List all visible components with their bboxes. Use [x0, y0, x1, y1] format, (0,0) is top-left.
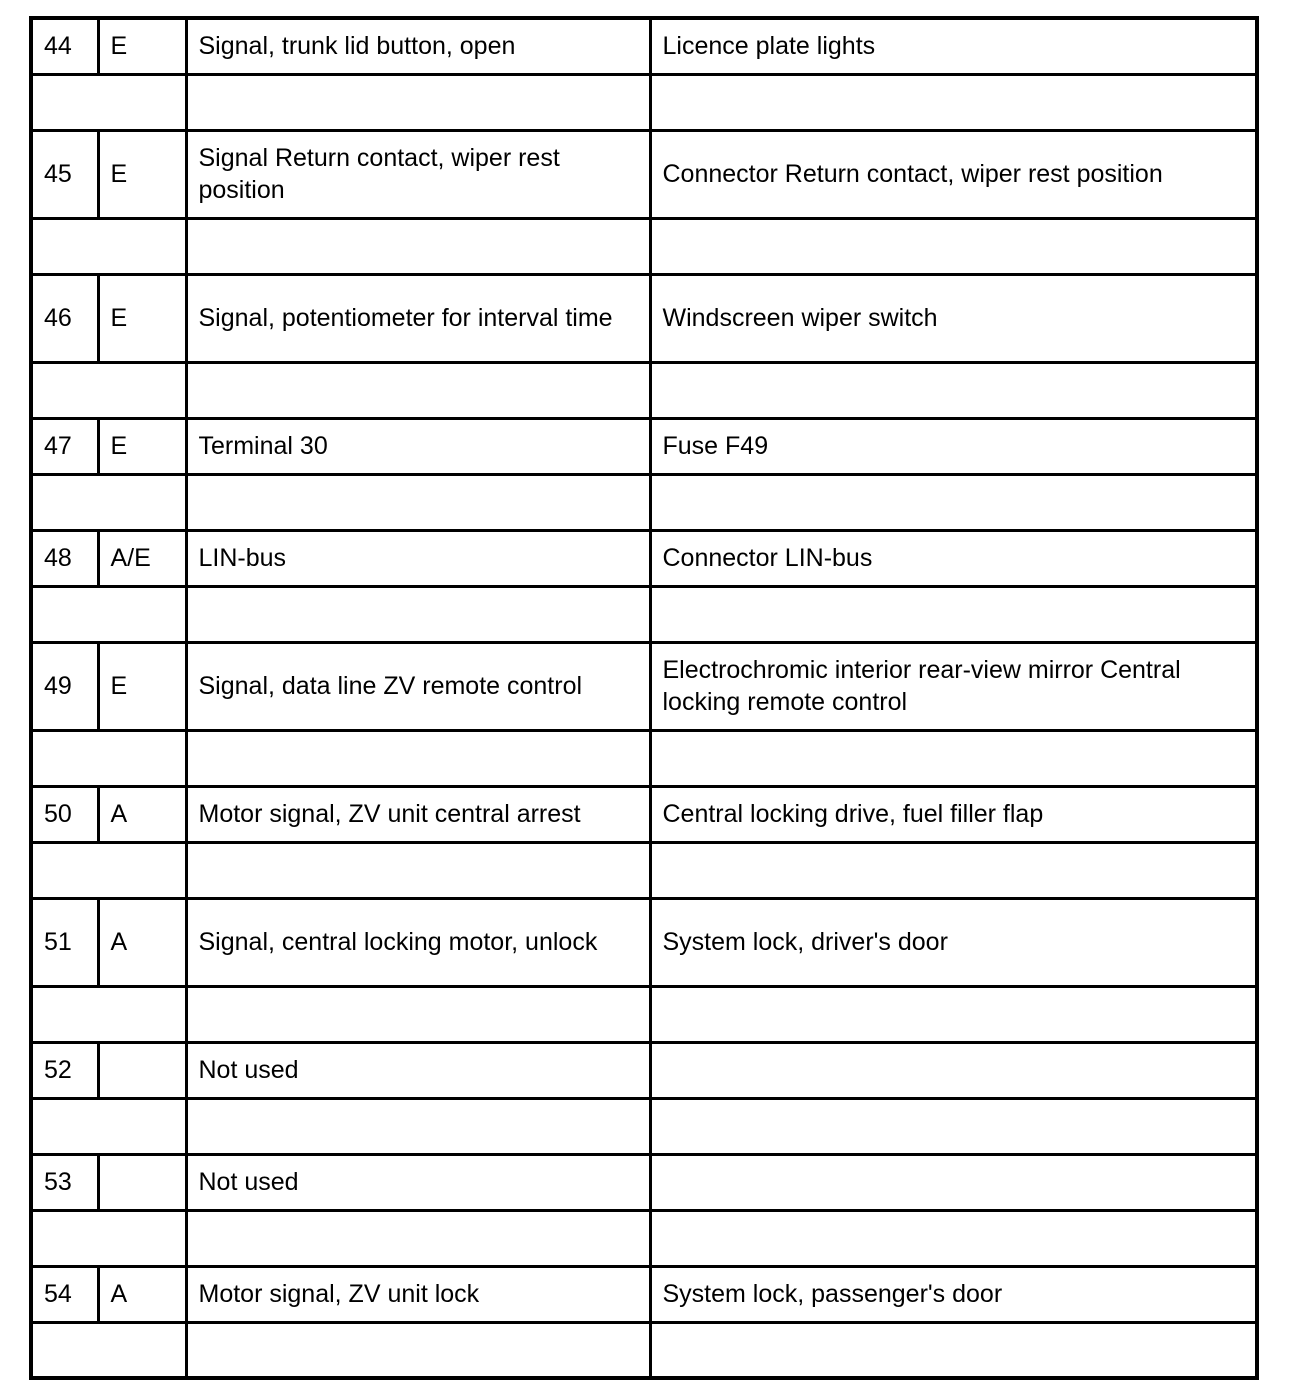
connection-cell: Licence plate lights [650, 18, 1257, 74]
spacer-row [31, 986, 1257, 1042]
table-row [31, 1042, 1257, 1098]
table-row [31, 18, 1257, 74]
signal-type-cell: E [98, 642, 186, 730]
signal-type-cell: E [98, 18, 186, 74]
signal-description-cell: Signal, potentiometer for interval time [186, 274, 650, 362]
pin-number-cell: 51 [31, 898, 98, 986]
spacer-cell [31, 1210, 186, 1266]
signal-description-cell: Signal, trunk lid button, open [186, 18, 650, 74]
spacer-row [31, 218, 1257, 274]
spacer-cell [650, 730, 1257, 786]
spacer-cell [650, 1322, 1257, 1378]
table-row [31, 898, 1257, 986]
connection-cell: Connector Return contact, wiper rest position [650, 130, 1257, 218]
spacer-row [31, 1098, 1257, 1154]
spacer-cell [31, 986, 186, 1042]
signal-type-cell [98, 1042, 186, 1098]
signal-description-cell: Signal Return contact, wiper rest position [186, 130, 650, 218]
connection-cell [650, 1154, 1257, 1210]
spacer-cell [650, 218, 1257, 274]
spacer-row [31, 474, 1257, 530]
table-row [31, 274, 1257, 362]
spacer-cell [186, 1322, 650, 1378]
spacer-cell [186, 730, 650, 786]
signal-description-cell: Not used [186, 1154, 650, 1210]
signal-type-cell: A/E [98, 530, 186, 586]
spacer-cell [186, 586, 650, 642]
spacer-cell [31, 730, 186, 786]
spacer-cell [31, 474, 186, 530]
signal-description-cell: Terminal 30 [186, 418, 650, 474]
pin-number-cell: 47 [31, 418, 98, 474]
table-row [31, 530, 1257, 586]
spacer-cell [186, 1098, 650, 1154]
spacer-row [31, 1322, 1257, 1378]
table-row [31, 130, 1257, 218]
pin-number-cell: 44 [31, 18, 98, 74]
pin-number-cell: 54 [31, 1266, 98, 1322]
pin-number-cell: 50 [31, 786, 98, 842]
signal-description-cell: Signal, data line ZV remote control [186, 642, 650, 730]
spacer-cell [31, 362, 186, 418]
signal-description-cell: Motor signal, ZV unit lock [186, 1266, 650, 1322]
spacer-cell [650, 586, 1257, 642]
connection-cell: Central locking drive, fuel filler flap [650, 786, 1257, 842]
pin-number-cell: 46 [31, 274, 98, 362]
pin-number-cell: 52 [31, 1042, 98, 1098]
pin-number-cell: 45 [31, 130, 98, 218]
signal-description-cell: Not used [186, 1042, 650, 1098]
spacer-row [31, 362, 1257, 418]
pin-number-cell: 48 [31, 530, 98, 586]
connection-cell: Fuse F49 [650, 418, 1257, 474]
spacer-cell [31, 586, 186, 642]
connection-cell: Connector LIN-bus [650, 530, 1257, 586]
pin-number-cell: 53 [31, 1154, 98, 1210]
signal-description-cell: LIN-bus [186, 530, 650, 586]
spacer-row [31, 586, 1257, 642]
signal-type-cell: A [98, 898, 186, 986]
spacer-cell [31, 74, 186, 130]
signal-type-cell: E [98, 130, 186, 218]
spacer-cell [650, 842, 1257, 898]
connection-cell [650, 1042, 1257, 1098]
spacer-cell [31, 1098, 186, 1154]
table-row [31, 1266, 1257, 1322]
connection-cell: Electrochromic interior rear-view mirror Central locking remote control [650, 642, 1257, 730]
spacer-cell [650, 362, 1257, 418]
connection-cell: System lock, passenger's door [650, 1266, 1257, 1322]
connection-cell: Windscreen wiper switch [650, 274, 1257, 362]
signal-type-cell: E [98, 418, 186, 474]
spacer-cell [31, 218, 186, 274]
spacer-cell [31, 1322, 186, 1378]
spacer-cell [650, 986, 1257, 1042]
spacer-cell [186, 986, 650, 1042]
spacer-cell [186, 74, 650, 130]
connection-cell: System lock, driver's door [650, 898, 1257, 986]
signal-type-cell: E [98, 274, 186, 362]
spacer-row [31, 1210, 1257, 1266]
table-row [31, 418, 1257, 474]
table-row [31, 786, 1257, 842]
spacer-cell [186, 218, 650, 274]
table-row [31, 642, 1257, 730]
signal-type-cell [98, 1154, 186, 1210]
signal-description-cell: Signal, central locking motor, unlock [186, 898, 650, 986]
spacer-cell [31, 842, 186, 898]
spacer-cell [186, 842, 650, 898]
spacer-row [31, 74, 1257, 130]
spacer-cell [650, 74, 1257, 130]
pin-number-cell: 49 [31, 642, 98, 730]
spacer-cell [650, 474, 1257, 530]
spacer-cell [186, 1210, 650, 1266]
signal-type-cell: A [98, 1266, 186, 1322]
table-row [31, 1154, 1257, 1210]
signal-type-cell: A [98, 786, 186, 842]
spacer-cell [186, 362, 650, 418]
signal-description-cell: Motor signal, ZV unit central arrest [186, 786, 650, 842]
spacer-row [31, 842, 1257, 898]
spacer-cell [650, 1210, 1257, 1266]
spacer-cell [650, 1098, 1257, 1154]
spacer-row [31, 730, 1257, 786]
spacer-cell [186, 474, 650, 530]
pin-assignment-table [29, 16, 1259, 1380]
